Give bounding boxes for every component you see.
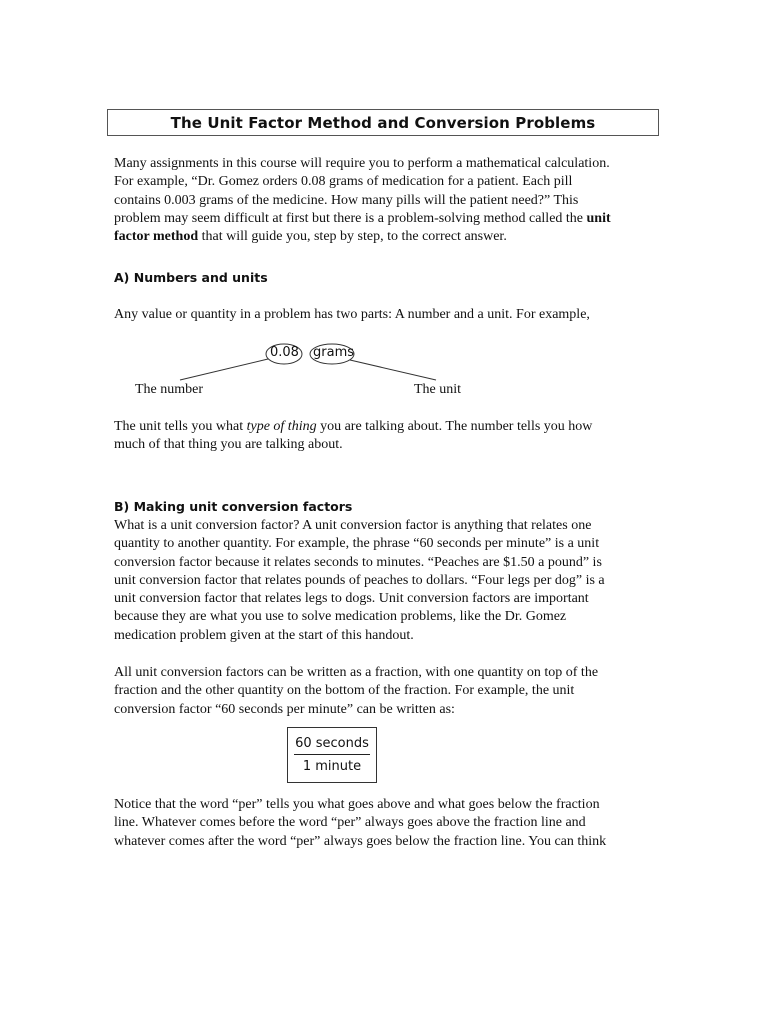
intro-line: Many assignments in this course will require you to perform a mathematical calculation. — [114, 156, 610, 171]
fraction-denominator: 1 minute — [302, 758, 362, 774]
example-unit: grams — [313, 345, 354, 360]
fraction-numerator: 60 seconds — [294, 735, 370, 755]
intro-line: contains 0.003 grams of the medicine. How many pills will the patient need?” This — [114, 192, 579, 208]
para-line: conversion factor “60 seconds per minute” can be written as: — [114, 701, 455, 717]
number-pointer-line — [180, 359, 268, 380]
section-b-paragraph-3 — [114, 796, 654, 851]
para-line: unit conversion factor that relates legs to dogs. Unit conversion factors are important — [114, 591, 589, 607]
intro-tail: that will guide you, step by step, to the correct answer. — [198, 229, 507, 245]
para-line: because they are what you use to solve medication problems, like the Dr. Gomez — [114, 609, 567, 625]
section-b-paragraph-2 — [114, 664, 654, 719]
para-line: fraction and the other quantity on the bottom of the fraction. For example, the unit — [114, 683, 575, 699]
para-line: unit conversion factor that relates pounds of peaches to dollars. “Four legs per dog” is a — [114, 572, 605, 588]
document-title: The Unit Factor Method and Conversion Problems — [170, 113, 596, 132]
intro-line: For example, “Dr. Gomez orders 0.08 grams of medication for a patient. Each pill — [114, 174, 573, 190]
example-number: 0.08 — [270, 345, 299, 360]
section-a-explanation — [114, 418, 654, 455]
explain-text: The unit tells you what — [114, 419, 247, 434]
para-line: medication problem given at the start of this handout. — [114, 627, 414, 643]
fraction-box — [287, 727, 377, 783]
para-line: line. Whatever comes before the word “per” always goes above the fraction line and — [114, 815, 586, 831]
para-line: What is a unit conversion factor? A unit conversion factor is anything that relates one — [114, 518, 592, 533]
explain-line — [114, 418, 654, 436]
unit-label: The unit — [414, 382, 462, 397]
para-line: quantity to another quantity. For example, the phrase “60 seconds per minute” is a unit — [114, 536, 600, 552]
term-unit: unit — [586, 210, 611, 226]
para-line: All unit conversion factors can be written as a fraction, with one quantity on top of the — [114, 665, 599, 680]
section-a-sentence: Any value or quantity in a problem has two parts: A number and a unit. For example, — [114, 307, 590, 322]
explain-emphasis: type of thing — [246, 419, 317, 434]
para-line: whatever comes after the word “per” always goes below the fraction line. You can think — [114, 833, 607, 849]
para-line: Notice that the word “per” tells you what goes above and what goes below the fraction — [114, 797, 600, 812]
unit-pointer-line — [350, 360, 436, 380]
section-b-paragraph-1 — [114, 517, 654, 645]
para-line: conversion factor because it relates seconds to minutes. “Peaches are $1.50 a pound” is — [114, 554, 602, 570]
intro-line-text: problem may seem difficult at first but there is a problem-solving method called the — [114, 210, 587, 226]
section-a-heading: A) Numbers and units — [114, 270, 268, 285]
section-b-heading: B) Making unit conversion factors — [114, 499, 353, 514]
number-label: The number — [135, 382, 204, 397]
explain-line: much of that thing you are talking about. — [114, 437, 343, 453]
term-factor-method: factor method — [114, 229, 199, 245]
explain-text: you are talking about. The number tells you how — [316, 419, 593, 434]
